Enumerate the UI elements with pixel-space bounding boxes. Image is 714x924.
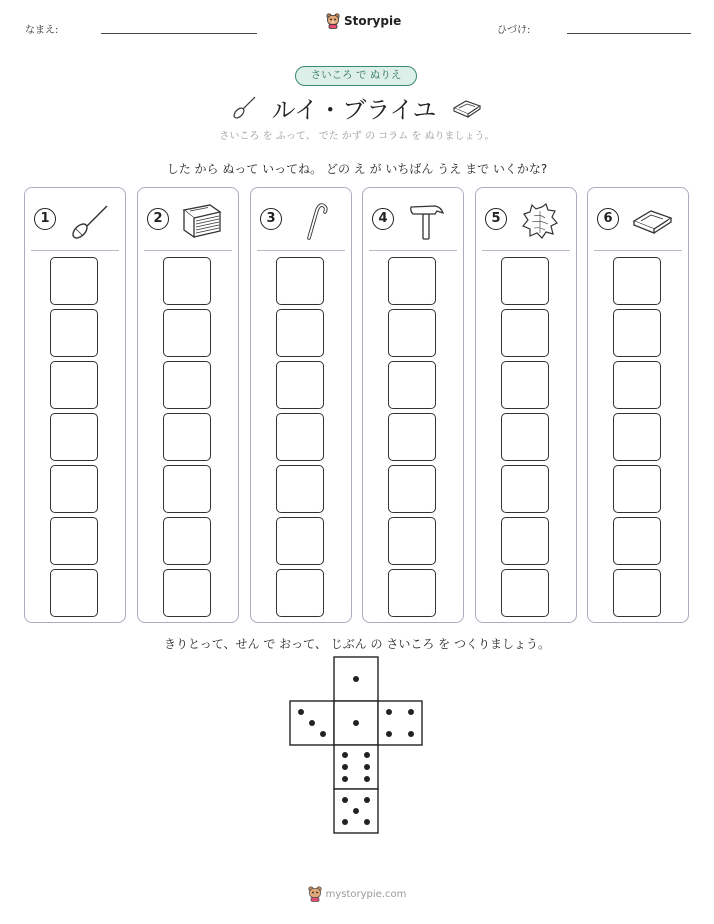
color-box	[163, 361, 211, 409]
color-box	[613, 413, 661, 461]
color-box	[50, 569, 98, 617]
date-label: ひづけ:	[497, 25, 531, 36]
cane-icon	[293, 202, 337, 240]
color-box	[501, 309, 549, 357]
bear-mascot-icon	[308, 886, 322, 902]
hammer-icon	[405, 202, 449, 240]
dice-net	[289, 656, 427, 836]
dice-column-4	[362, 187, 464, 623]
column-number: 5	[485, 208, 507, 230]
category-badge: さいころ で ぬりえ	[295, 66, 417, 86]
color-box	[388, 309, 436, 357]
column-header	[363, 188, 463, 250]
title-row	[0, 90, 714, 125]
awl-icon	[231, 95, 257, 121]
color-box	[388, 413, 436, 461]
color-box	[388, 257, 436, 305]
soap-bar-icon	[451, 97, 483, 119]
color-box	[50, 465, 98, 513]
column-header	[251, 188, 351, 250]
color-box	[501, 517, 549, 565]
color-box	[613, 257, 661, 305]
date-line	[567, 33, 691, 34]
name-line	[101, 33, 257, 34]
color-box	[613, 465, 661, 513]
color-box	[501, 569, 549, 617]
color-box	[50, 309, 98, 357]
footer-url: mystorypie.com	[325, 888, 407, 900]
color-box	[276, 413, 324, 461]
subtitle: さいころ を ふって、 でた かず の コラム を ぬりましょう。	[219, 131, 495, 142]
color-box	[50, 257, 98, 305]
color-box	[613, 361, 661, 409]
logo-text: Storypie	[344, 14, 402, 28]
color-box	[276, 309, 324, 357]
color-box	[276, 465, 324, 513]
color-box	[163, 569, 211, 617]
bear-mascot-icon	[326, 13, 340, 29]
dice-column-5	[475, 187, 577, 623]
column-divider	[144, 250, 232, 251]
name-label: なまえ:	[25, 25, 59, 36]
color-box	[388, 361, 436, 409]
color-box	[613, 569, 661, 617]
die-face-4	[378, 701, 422, 745]
color-box	[163, 257, 211, 305]
color-box	[501, 361, 549, 409]
page-title: ルイ・ブライユ	[271, 96, 437, 124]
color-box	[501, 257, 549, 305]
column-header	[25, 188, 125, 250]
column-number: 1	[34, 208, 56, 230]
column-number: 2	[147, 208, 169, 230]
column-header	[138, 188, 238, 250]
column-number: 6	[597, 208, 619, 230]
color-box	[613, 309, 661, 357]
color-box	[163, 517, 211, 565]
color-box	[388, 517, 436, 565]
color-box	[501, 465, 549, 513]
book-icon	[180, 202, 224, 240]
cut-instruction: きりとって、せん で おって、 じぶん の さいころ を つくりましょう。	[164, 637, 550, 651]
column-number: 3	[260, 208, 282, 230]
color-box	[50, 361, 98, 409]
color-box	[276, 517, 324, 565]
column-divider	[257, 250, 345, 251]
color-box	[276, 257, 324, 305]
color-box	[276, 361, 324, 409]
color-box	[388, 569, 436, 617]
color-box	[276, 569, 324, 617]
storypie-logo	[326, 13, 401, 29]
instruction-text: した から ぬって いってね。 どの え が いちばん うえ まで いくかな?	[166, 162, 548, 176]
column-header	[476, 188, 576, 250]
dice-column-1	[24, 187, 126, 623]
dice-column-2	[137, 187, 239, 623]
awl-icon	[67, 202, 111, 240]
column-number: 4	[372, 208, 394, 230]
column-divider	[31, 250, 119, 251]
dice-column-3	[250, 187, 352, 623]
column-header	[588, 188, 688, 250]
dice-column-6	[587, 187, 689, 623]
color-box	[501, 413, 549, 461]
color-box	[388, 465, 436, 513]
color-box	[50, 413, 98, 461]
color-box	[50, 517, 98, 565]
footer	[0, 886, 714, 902]
color-box	[613, 517, 661, 565]
color-box	[163, 465, 211, 513]
column-divider	[482, 250, 570, 251]
color-box	[163, 413, 211, 461]
leather-hide-icon	[518, 202, 562, 240]
column-divider	[369, 250, 457, 251]
die-face-6	[334, 745, 378, 789]
column-divider	[594, 250, 682, 251]
color-box	[163, 309, 211, 357]
soap-bar-icon	[630, 202, 674, 240]
